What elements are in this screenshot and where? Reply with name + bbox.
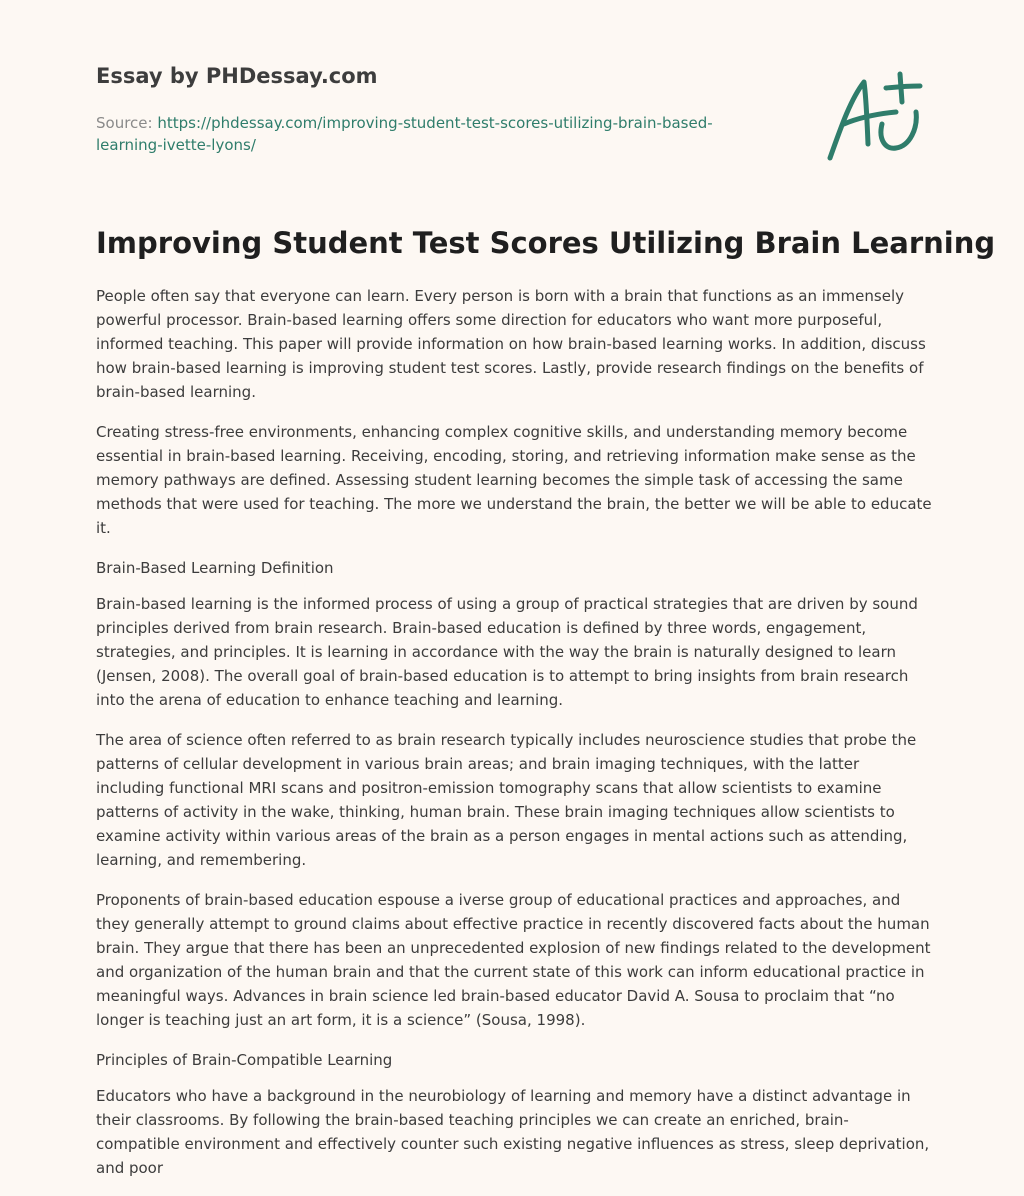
- essay-paragraph: Educators who have a background in the neurobiology of learning and memory have a distinct advantage in their classrooms. By following the brain-based teaching principles we can create an enriched, brain-compatible environment and effectively counter such existing negative influences as stress, sleep deprivation, and poor: [96, 1087, 930, 1177]
- essay-paragraph: Proponents of brain-based education espouse a iverse group of educational practices and approaches, and they generally attempt to ground claims about effective practice in recently discovered facts about the human brain. They argue that there has been an unprecedented explosion of new findings related to the development and organization of the human brain and that the current state of this work can inform educational practice in meaningful ways. Advances in brain science led brain-based educator David A. Sousa to proclaim that “no longer is teaching just an art form, it is a science” (Sousa, 1998).: [96, 891, 931, 1029]
- source-label: Source:: [96, 114, 158, 132]
- essay-paragraph: The area of science often referred to as brain research typically includes neuroscience studies that probe the patterns of cellular development in various brain areas; and brain imaging techniques, with the latter including functional MRI scans and positron-emission tomography scans that allow scientists to examine patterns of activity in the wake, thinking, human brain. These brain imaging techniques allow scientists to examine activity within various areas of the brain as a person engages in mental actions such as attending, learning, and remembering.: [96, 731, 917, 869]
- site-brand: Essay by PHDessay.com: [96, 64, 378, 88]
- section-heading: Brain-Based Learning Definition: [96, 559, 334, 577]
- essay-paragraph: Creating stress-free environments, enhancing complex cognitive skills, and understanding memory become essential in brain-based learning. Receiving, encoding, storing, and retrieving information make sense as the memory pathways are defined. Assessing student learning becomes the simple task of accessing the same methods that were used for teaching. The more we understand the brain, the better we will be able to educate it.: [96, 423, 932, 537]
- essay-paragraph: People often say that everyone can learn. Every person is born with a brain that functions as an immensely powerful processor. Brain-based learning offers some direction for educators who want more purposeful, informed teaching. This paper will provide information on how brain-based learning works. In addition, discuss how brain-based learning is improving student test scores. Lastly, provide research findings on the benefits of brain-based learning.: [96, 287, 926, 401]
- essay-title: Improving Student Test Scores Utilizing Brain Learning: [96, 226, 996, 260]
- a-plus-logo: [820, 66, 932, 170]
- source-line: [96, 112, 736, 156]
- source-link[interactable]: https://phdessay.com/improving-student-test-scores-utilizing-brain-based-learning-ivette-lyons/: [96, 114, 713, 154]
- essay-paragraph: Brain-based learning is the informed process of using a group of practical strategies that are driven by sound principles derived from brain research. Brain-based education is defined by three words, engagement, strategies, and principles. It is learning in accordance with the way the brain is naturally designed to learn (Jensen, 2008). The overall goal of brain-based education is to attempt to bring insights from brain research into the arena of education to enhance teaching and learning.: [96, 595, 918, 709]
- essay-body: [96, 284, 932, 1196]
- section-heading: Principles of Brain-Compatible Learning: [96, 1051, 393, 1069]
